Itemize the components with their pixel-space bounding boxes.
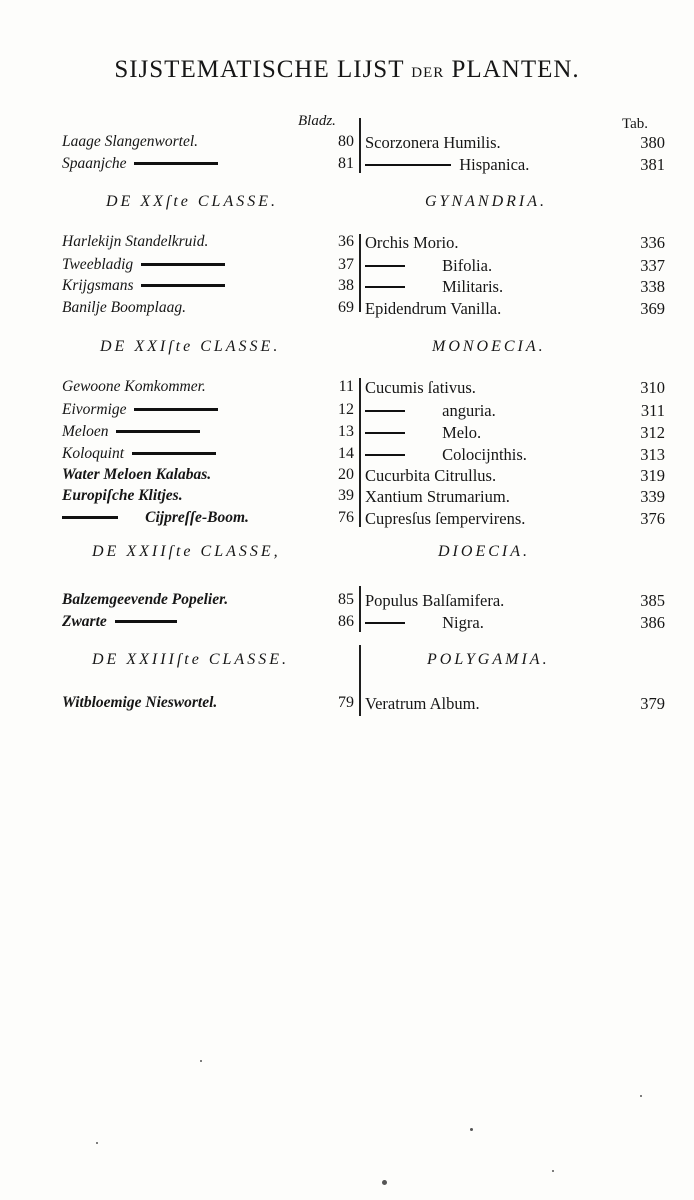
latin-name-text: Melo. <box>442 423 482 442</box>
column-header-tab: Tab. <box>622 116 649 132</box>
column-divider <box>359 645 361 716</box>
latin-name-text: Cucumis ſativus. <box>365 378 476 397</box>
latin-name-text: Scorzonera Humilis. <box>365 133 501 152</box>
ditto-dash <box>365 164 451 167</box>
dutch-name <box>62 591 228 609</box>
page-number: 39 <box>338 487 354 504</box>
latin-name-text: Nigra. <box>442 613 484 632</box>
paper-speck <box>470 1128 473 1131</box>
dutch-name-text: Banilje Boomplaag. <box>62 299 186 316</box>
dutch-name-text: Meloen <box>62 423 109 440</box>
page-number: 12 <box>338 401 354 418</box>
page-number: 85 <box>338 591 354 608</box>
page-number: 79 <box>338 694 354 711</box>
paper-speck <box>200 1060 202 1062</box>
latin-name-entry <box>365 613 665 635</box>
column-divider <box>359 586 361 632</box>
dutch-name-entry <box>62 378 354 400</box>
latin-name-entry <box>365 445 665 467</box>
dutch-name-entry <box>62 277 354 299</box>
plate-number: 376 <box>640 509 665 528</box>
plate-number: 311 <box>640 401 665 420</box>
dutch-name-text: Laage Slangenwortel. <box>62 133 199 150</box>
dutch-name-entry <box>62 591 354 613</box>
latin-name-entry <box>365 155 665 177</box>
paper-speck <box>552 1170 554 1172</box>
latin-name <box>365 133 501 153</box>
page-title <box>0 56 694 84</box>
dutch-name <box>62 133 198 151</box>
title-part-2: PLANTEN. <box>444 56 580 83</box>
dutch-name-entry <box>62 155 354 177</box>
page-number: 11 <box>338 378 354 395</box>
ditto-dash <box>132 452 216 455</box>
page-number: 80 <box>338 133 354 150</box>
latin-name-entry <box>365 256 665 278</box>
dutch-name-text: Tweebladig <box>62 256 134 273</box>
latin-name <box>365 487 510 507</box>
latin-name-text: Populus Balſamifera. <box>365 591 505 610</box>
paper-speck <box>382 1180 387 1185</box>
ditto-dash <box>134 162 218 165</box>
dutch-name-entry <box>62 445 354 467</box>
latin-name-text: Militaris. <box>442 277 504 296</box>
dutch-name-text: Gewoone Komkommer. <box>62 378 206 395</box>
column-header-bladz: Bladz. <box>298 113 336 129</box>
ditto-dash <box>62 516 118 519</box>
column-divider <box>359 118 361 173</box>
latin-name <box>365 445 527 465</box>
plate-number: 385 <box>640 591 665 610</box>
latin-name-entry <box>365 378 665 400</box>
dutch-name <box>62 299 186 317</box>
order-heading: POLYGAMIA. <box>427 651 550 668</box>
page-number: 76 <box>338 509 354 526</box>
plate-number: 313 <box>640 445 665 464</box>
plate-number: 379 <box>640 694 665 713</box>
page-number: 14 <box>338 445 354 462</box>
class-heading: DE XXIIIſte CLASSE. <box>92 651 289 668</box>
dutch-name-entry <box>62 613 354 635</box>
dutch-name <box>62 256 225 274</box>
column-divider <box>359 378 361 527</box>
dutch-name-text: Cijpreſſe-Boom. <box>145 509 249 526</box>
ditto-dash <box>365 410 405 413</box>
plate-number: 339 <box>640 487 665 506</box>
plate-number: 386 <box>640 613 665 632</box>
dutch-name-entry <box>62 256 354 278</box>
plate-number: 337 <box>640 256 665 275</box>
latin-name-entry <box>365 277 665 299</box>
latin-name <box>365 299 501 319</box>
latin-name <box>365 256 492 276</box>
latin-name-text: anguria. <box>442 401 496 420</box>
page-number: 81 <box>338 155 354 172</box>
plate-number: 338 <box>640 277 665 296</box>
latin-name-entry <box>365 509 665 531</box>
ditto-dash <box>141 263 225 266</box>
dutch-name <box>62 423 200 441</box>
latin-name <box>365 694 480 714</box>
latin-name-entry <box>365 299 665 321</box>
order-heading: MONOECIA. <box>432 338 546 355</box>
order-heading: GYNANDRIA. <box>425 193 547 210</box>
dutch-name <box>62 487 183 505</box>
page-number: 38 <box>338 277 354 294</box>
latin-name-entry <box>365 466 665 488</box>
dutch-name <box>62 509 249 527</box>
plate-number: 336 <box>640 233 665 252</box>
ditto-dash <box>365 622 405 625</box>
latin-name-text: Epidendrum Vanilla. <box>365 299 502 318</box>
latin-name-entry <box>365 401 665 423</box>
dutch-name <box>62 233 208 251</box>
latin-name-entry <box>365 694 665 716</box>
page-number: 20 <box>338 466 354 483</box>
ditto-dash <box>365 286 405 289</box>
dutch-name <box>62 613 177 631</box>
dutch-name <box>62 155 218 173</box>
dutch-name-text: Water Meloen Kalabas. <box>62 466 212 483</box>
latin-name-text: Cupresſus ſempervirens. <box>365 509 526 528</box>
dutch-name-entry <box>62 133 354 155</box>
dutch-name-entry <box>62 509 354 531</box>
dutch-name-text: Koloquint <box>62 445 125 462</box>
dutch-name <box>62 445 216 463</box>
latin-name <box>365 155 529 175</box>
plate-number: 380 <box>640 133 665 152</box>
latin-name-text: Veratrum Album. <box>365 694 480 713</box>
latin-name <box>365 277 503 297</box>
latin-name-text: Cucurbita Citrullus. <box>365 466 497 485</box>
ditto-dash <box>116 430 200 433</box>
page-number: 13 <box>338 423 354 440</box>
class-heading: DE XXIſte CLASSE. <box>100 338 281 355</box>
dutch-name-text: Zwarte <box>62 613 107 630</box>
latin-name-entry <box>365 233 665 255</box>
plate-number: 369 <box>640 299 665 318</box>
latin-name-text: Hispanica. <box>459 155 530 174</box>
dutch-name-entry <box>62 466 354 488</box>
latin-name <box>365 378 476 398</box>
class-heading: DE XXIIſte CLASSE, <box>92 543 281 560</box>
latin-name-entry <box>365 591 665 613</box>
title-part-1: SIJSTEMATISCHE LIJST <box>114 56 412 83</box>
latin-name <box>365 466 496 486</box>
latin-name <box>365 509 525 529</box>
ditto-dash <box>365 432 405 435</box>
dutch-name-text: Balzemgeevende Popelier. <box>62 591 229 608</box>
plate-number: 381 <box>640 155 665 174</box>
dutch-name-text: Eivormige <box>62 401 127 418</box>
latin-name <box>365 401 496 421</box>
dutch-name-entry <box>62 299 354 321</box>
latin-name-entry <box>365 487 665 509</box>
dutch-name <box>62 466 211 484</box>
latin-name <box>365 591 504 611</box>
dutch-name-text: Witbloemige Nieswortel. <box>62 694 218 711</box>
ditto-dash <box>115 620 177 623</box>
page-number: 36 <box>338 233 354 250</box>
column-divider <box>359 234 361 312</box>
dutch-name-entry <box>62 694 354 716</box>
ditto-dash <box>365 265 405 268</box>
plate-number: 312 <box>640 423 665 442</box>
latin-name-text: Orchis Morio. <box>365 233 459 252</box>
page-number: 86 <box>338 613 354 630</box>
paper-speck <box>640 1095 642 1097</box>
latin-name-entry <box>365 423 665 445</box>
page-number: 69 <box>338 299 354 316</box>
dutch-name-text: Harlekijn Standelkruid. <box>62 233 209 250</box>
latin-name <box>365 233 459 253</box>
dutch-name <box>62 401 218 419</box>
latin-name-text: Colocijnthis. <box>442 445 527 464</box>
dutch-name-entry <box>62 487 354 509</box>
dutch-name <box>62 694 217 712</box>
dutch-name-text: Krijgsmans <box>62 277 134 294</box>
ditto-dash <box>141 284 225 287</box>
dutch-name-entry <box>62 423 354 445</box>
plate-number: 319 <box>640 466 665 485</box>
order-heading: DIOECIA. <box>438 543 530 560</box>
dutch-name-text: Spaanjche <box>62 155 127 172</box>
latin-name-entry <box>365 133 665 155</box>
dutch-name <box>62 378 206 396</box>
latin-name <box>365 423 481 443</box>
plate-number: 310 <box>640 378 665 397</box>
ditto-dash <box>134 408 218 411</box>
latin-name <box>365 613 484 633</box>
page-number: 37 <box>338 256 354 273</box>
latin-name-text: Xantium Strumarium. <box>365 487 510 506</box>
title-small-word: DER <box>411 65 445 81</box>
dutch-name <box>62 277 225 295</box>
ditto-dash <box>365 454 405 457</box>
paper-speck <box>96 1142 98 1144</box>
dutch-name-entry <box>62 233 354 255</box>
dutch-name-text: Europiſche Klitjes. <box>62 487 183 504</box>
class-heading: DE XXſte CLASSE. <box>106 193 278 210</box>
dutch-name-entry <box>62 401 354 423</box>
latin-name-text: Bifolia. <box>442 256 493 275</box>
